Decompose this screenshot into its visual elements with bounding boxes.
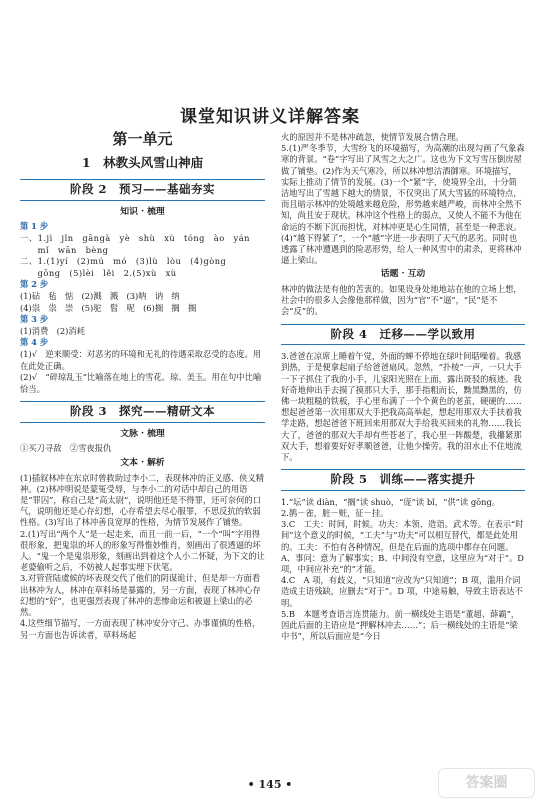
section-subheading: 文本 · 解析 (120, 458, 165, 469)
page-title: 课堂知识讲义详解答案 (180, 107, 360, 127)
answer-line: 2.鹊－雀，脏－赃，征－挂。 (281, 508, 389, 519)
answer-line: (1)砧 毡 惦 (2)溅 溅 (3)呐 讷 纳 (20, 290, 180, 301)
answer-paragraph: (1)插叙林冲在东京时曾救助过李小二，表现林冲的正义感、侠义精神。(2)林冲明说是蒙冤受辱，与李小二的对话中却自己的用语是“罪囚”，称自己是“高太尉”，说明他还是不得罪，还可奈何的口气，说明他还是心存幻想，心存希望去尽心服罪，不思反抗的软弱性格。(3)写出了林冲善良宽厚的性格，为情节发展作了铺垫。 (20, 472, 265, 528)
answer-line: 二、1.(1)yí (2)mú mó (3)lù lòu (4)gòng (20, 256, 227, 267)
step-label: 第 3 步 (20, 314, 49, 325)
step-label: 第 1 步 (20, 221, 49, 232)
answer-paragraph: 5.(1)严冬季节，大雪纷飞的环境描写，为高潮的出现勾画了气象森寒的背景。“卷”字写出了风雪之大之广。这也为下文写雪压倒房屋做了铺垫。(2)作为天气寒冷，所以林冲想沽酒御寒。环境描写，实际上推动了情节的发展。(3)一个“紧”字，使境界全出，十分简洁地写出了雪越下越大的情景，不仅突出了风大雪猛的环境特点，而且暗示林冲的处境越来越危险，形势越来越严峻，而林冲全然不知，尚且安于现状。林冲这个性格上的弱点，又使人不能不为他在命运的不断下沉而担忧，对林冲更是心生同情，甚至是一种悲哀。(4)“越下得紧了”，一个“越”字进一步表明了天气的恶劣。同时也透露了林冲遭遇到的险恶形势，给人一种风雪中的肃杀，更将林冲逼上梁山。 (281, 143, 525, 266)
answer-paragraph: 3.爸爸在凉席上睡着午觉，外面的蝉不停地在绿叶间聒噪着。我感到热，于是便拿起扇子给爸爸扇风。忽然，“扑棱”一声，一只大手一下子抓住了我的小手，儿家阳光照在上面，露出斑驳的痕迹。我好奇地伸出手去摸了摸那只大手，那手指粗而长，黝黑黝黑的，仿佛一块粗糙的铁板，手心里布满了一个个黄色的老茧，硬硬的……想起爸爸第一次用那双大手把我高高举起，想起用那双大手扶着我学走路，想起爸爸下班回来用那双大手给我买回来的礼物……我长大了，爸爸的那双大手却有些苍老了，我心里一阵酸楚，我攥紧那双大手，想着要好好孝顺爸爸，让他少操劳。我的泪水止不住地流下。 (281, 351, 522, 463)
lesson-heading: 1 林教头风雪山神庙 (81, 154, 204, 170)
answer-paragraph: 4.这些细节描写，一方面表现了林冲安分守己、办事谨慎的性格，另一方面也告诉读者，草料场起 (20, 618, 261, 640)
answer-paragraph: 3.对管营陆虞候的坏表现交代了他们的阴谋诡计，但是却一方面看出林冲为人，林冲在草料场是暴露的，另一方面，表现了林冲心存幻想的“好”，也更强烈表现了林冲的悲惨命运和被逼上梁山的必然。 (20, 573, 261, 618)
step-label: 第 2 步 (20, 279, 49, 290)
left-column (20, 132, 265, 641)
answer-paragraph: (2)√ “碎琼乱玉”比喻落在地上的雪花。琼、美玉。用在句中比喻恰当。 (20, 372, 262, 394)
stage5-banner: 阶段 5 训练——落实提升 (281, 469, 525, 491)
answer-line: (1)消费 (2)消耗 (20, 325, 85, 336)
answer-paragraph: 2.(1)写出“两个人”是一起走来，而且一前一后，“一个”叫“字用得很形象，把鬼祟的坏人的形象写得惟妙惟肖，刻画出了很透逼的坏人。“鬼一个是鬼祟形象，刻画出到着这个人小二怀疑，为下文的让老婆偷听之后，不妨被人起事实埋下伏笔。 (20, 528, 265, 573)
answer-paragraph: (1)√ 逆来顺受：对恶劣的环境和无礼的待遇采取忍受的态度。用在此处正确。 (20, 348, 262, 371)
step-label: 第 4 步 (20, 337, 49, 348)
answer-paragraph: 4.C A 项，有歧义，“只知道”应改为“只知道”；B 项，滥用介词造成主语残缺，应删去“对于”。D 项，中途易触，导致主语表达不明。 (281, 575, 523, 608)
stage4-banner: 阶段 4 迁移——学以致用 (281, 324, 525, 346)
answer-line: gōng (5)lèi lěi 2.(5)xù xù (20, 267, 177, 278)
watermark-logo (438, 768, 535, 798)
watermark-text: 答案圈 (465, 775, 508, 791)
section-subheading: 话题 · 互动 (380, 269, 426, 280)
answer-line: 1.“坛”读 diàn，“搁”读 shuò，“庞”读 bǐ，“供”读 gōng。 (281, 496, 501, 507)
answer-paragraph: 5.B 本题考查语言连贯能力。前一横线处主语是“董超、薛霸”，因此后面的主语应是“押解林冲去……”；后一横线处的主语是“梁中书”，所以后面应是“今日 (281, 608, 520, 642)
stage3-banner: 阶段 3 探究——精研文本 (20, 401, 265, 423)
page-number: • 145 • (247, 778, 293, 791)
answer-line: 一、1.jì jǐn gāngà yè shù xù tóng ào yán (20, 232, 251, 243)
section-subheading: 知识 · 梳理 (120, 206, 165, 217)
answer-paragraph: 林冲的做法是有他的苦衷的。如果设身处地地站在他的立场上想，社会中的很多人会像他那样做，因为“官”不“逼”，“民”是不会“反”的。 (281, 284, 522, 317)
answer-paragraph: 3.C 工夫：时间，时候。功夫：本领、造诣。武术等。在表示“时间”这个意义的时候，“工夫”与“功夫”可以相互替代，都是此处用的。工夫：不怕有各种情况，但是在后面的选项中都存在问题。A、事问：意为了解事实；B、中间没有空意，这里应为“对于”。D 项，中间应补充“的”才能。 (281, 519, 524, 575)
stage2-banner: 阶段 2 预习——基础夯实 (20, 179, 265, 201)
unit-heading: 第一单元 (112, 130, 173, 148)
answer-paragraph: 火的原因并不是林冲疏忽，使情节发展合情合理。 (281, 132, 464, 142)
answer-line: ①买刀寻敌 ②雪夜报仇 (20, 443, 112, 454)
answer-line: mǐ wān bèng (20, 244, 109, 255)
answer-line: (4)祟 祟 崇 (5)驼 髫 呢 (6)搁 搁 搁 (20, 302, 197, 313)
section-subheading: 文脉 · 梳理 (120, 428, 165, 439)
right-column (281, 132, 525, 643)
